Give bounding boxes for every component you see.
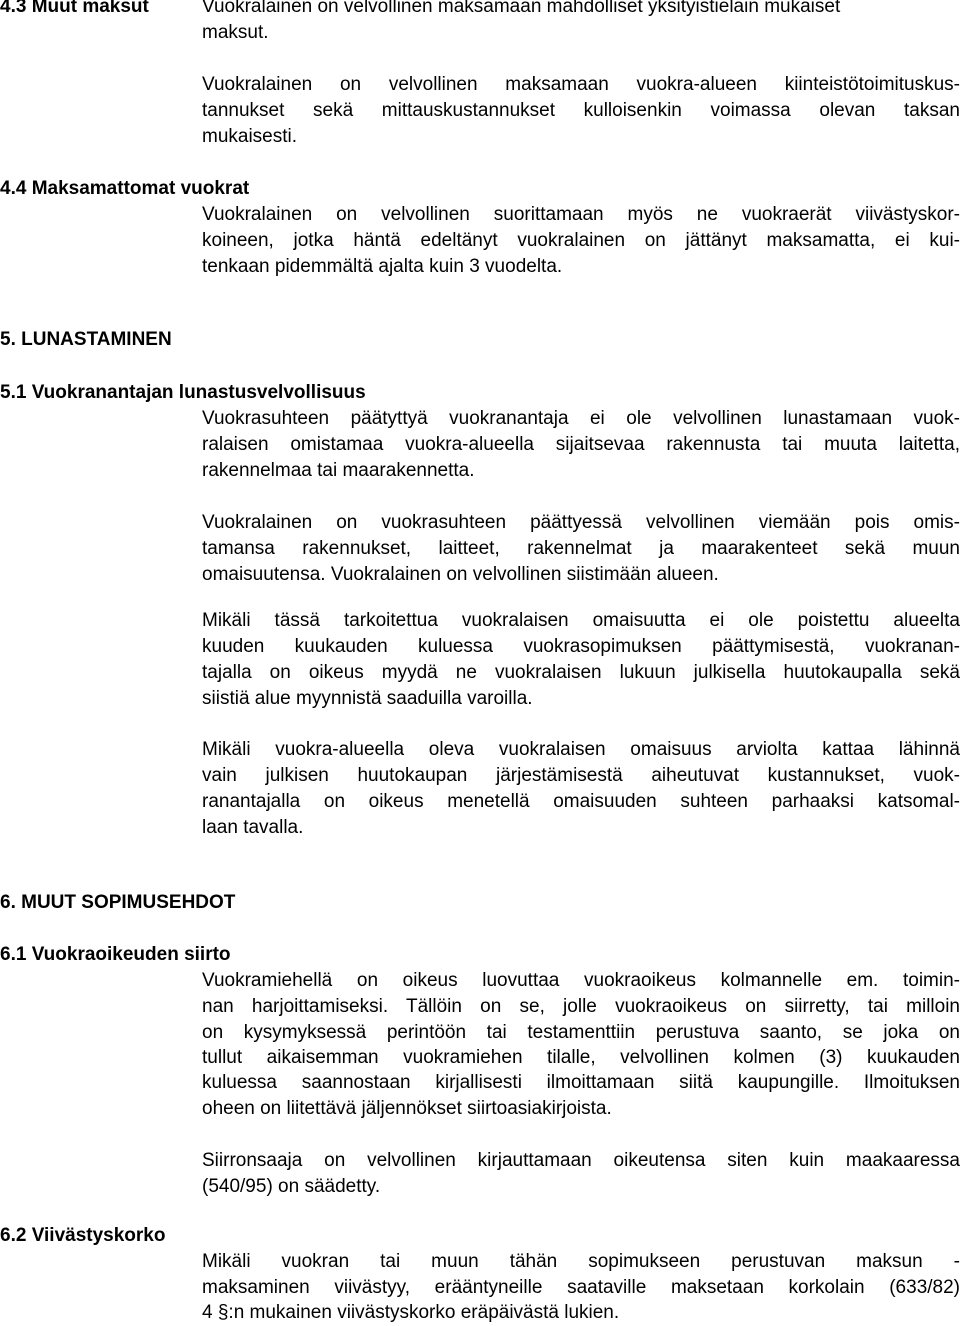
paragraph-line: Mikäli vuokran tai muun tähän sopimukseen perustuvan maksun - [202,1251,960,1272]
paragraph-line: tenkaan pidemmältä ajalta kuin 3 vuodelta. [202,256,563,277]
paragraph-line: tullut aikaisemman vuokramiehen tilalle, velvollinen kolmen (3) kuukauden [202,1047,960,1068]
chapter-heading-6: 6. MUUT SOPIMUSEHDOT [0,892,236,913]
paragraph-line: vain julkisen huutokaupan järjestämisestä aiheutuvat kustannukset, vuok- [202,765,960,786]
paragraph-line: koineen, jotka häntä edeltänyt vuokralainen on jättänyt maksamatta, ei kui- [202,230,960,251]
paragraph-line: kuluessa saannostaan kirjallisesti ilmoittamaan siitä kaupungille. Ilmoituksen [202,1072,960,1093]
paragraph-line: 4 §:n mukainen viivästyskorko eräpäivästä lukien. [202,1302,620,1323]
section-heading-4-4: 4.4 Maksamattomat vuokrat [0,178,250,199]
paragraph-line: Mikäli vuokra-alueella oleva vuokralaisen omaisuus arviolta kattaa lähinnä [202,739,960,760]
paragraph-line: Vuokralainen on velvollinen suorittamaan myös ne vuokraerät viivästyskor- [202,204,960,225]
paragraph-line: Vuokralainen on velvollinen maksamaan mahdolliset yksityistielain mukaiset [202,0,841,17]
paragraph-line: maksut. [202,22,269,43]
paragraph-line: Mikäli tässä tarkoitettua vuokralaisen omaisuutta ei ole poistettu alueelta [202,610,960,631]
paragraph-line: oheen on liitettävä jäljennökset siirtoasiakirjoista. [202,1098,612,1119]
section-heading-5-1: 5.1 Vuokranantajan lunastusvelvollisuus [0,382,366,403]
section-heading-6-1: 6.1 Vuokraoikeuden siirto [0,944,231,965]
paragraph-line: kuuden kuukauden kuluessa vuokrasopimuksen päättymisestä, vuokranan- [202,636,960,657]
paragraph-line: omaisuutensa. Vuokralainen on velvollinen siistimään alueen. [202,564,719,585]
paragraph-line: siistiä alue myynnistä saaduilla varoilla. [202,688,533,709]
chapter-heading-5: 5. LUNASTAMINEN [0,329,172,350]
paragraph-line: ralaisen omistamaa vuokra-alueella sijaitsevaa rakennusta tai muuta laitetta, [202,434,960,455]
paragraph-line: mukaisesti. [202,126,298,147]
paragraph-line: on kysymyksessä perintöön tai testamenttiin perustuva saanto, se joka on [202,1022,960,1043]
paragraph-line: nan harjoittamiseksi. Tällöin on se, jolle vuokraoikeus on siirretty, tai milloin [202,996,960,1017]
paragraph-line: laan tavalla. [202,817,304,838]
paragraph-line: tannukset sekä mittauskustannukset kulloisenkin voimassa olevan taksan [202,100,960,121]
paragraph-line: maksaminen viivästyy, erääntyneille saataville maksetaan korkolain (633/82) [202,1277,960,1298]
paragraph-line: ranantajalla on oikeus menetellä omaisuuden suhteen parhaaksi katsomal- [202,791,960,812]
section-heading-6-2: 6.2 Viivästyskorko [0,1225,166,1246]
paragraph-line: Vuokrasuhteen päätyttyä vuokranantaja ei ole velvollinen lunastamaan vuok- [202,408,960,429]
paragraph-line: rakennelmaa tai maarakennetta. [202,460,475,481]
paragraph-line: Siirronsaaja on velvollinen kirjauttamaan oikeutensa siten kuin maakaaressa [202,1150,960,1171]
paragraph-line: tajalla on oikeus myydä ne vuokralaisen lukuun julkisella huutokaupalla sekä [202,662,960,683]
paragraph-line: Vuokralainen on vuokrasuhteen päättyessä velvollinen viemään pois omis- [202,512,960,533]
paragraph-line: (540/95) on säädetty. [202,1176,381,1197]
paragraph-line: Vuokralainen on velvollinen maksamaan vuokra-alueen kiinteistötoimituskus- [202,74,960,95]
paragraph-line: Vuokramiehellä on oikeus luovuttaa vuokraoikeus kolmannelle em. toimin- [202,970,960,991]
section-heading-4-3: 4.3 Muut maksut [0,0,149,17]
paragraph-line: tamansa rakennukset, laitteet, rakennelmat ja maarakenteet sekä muun [202,538,960,559]
